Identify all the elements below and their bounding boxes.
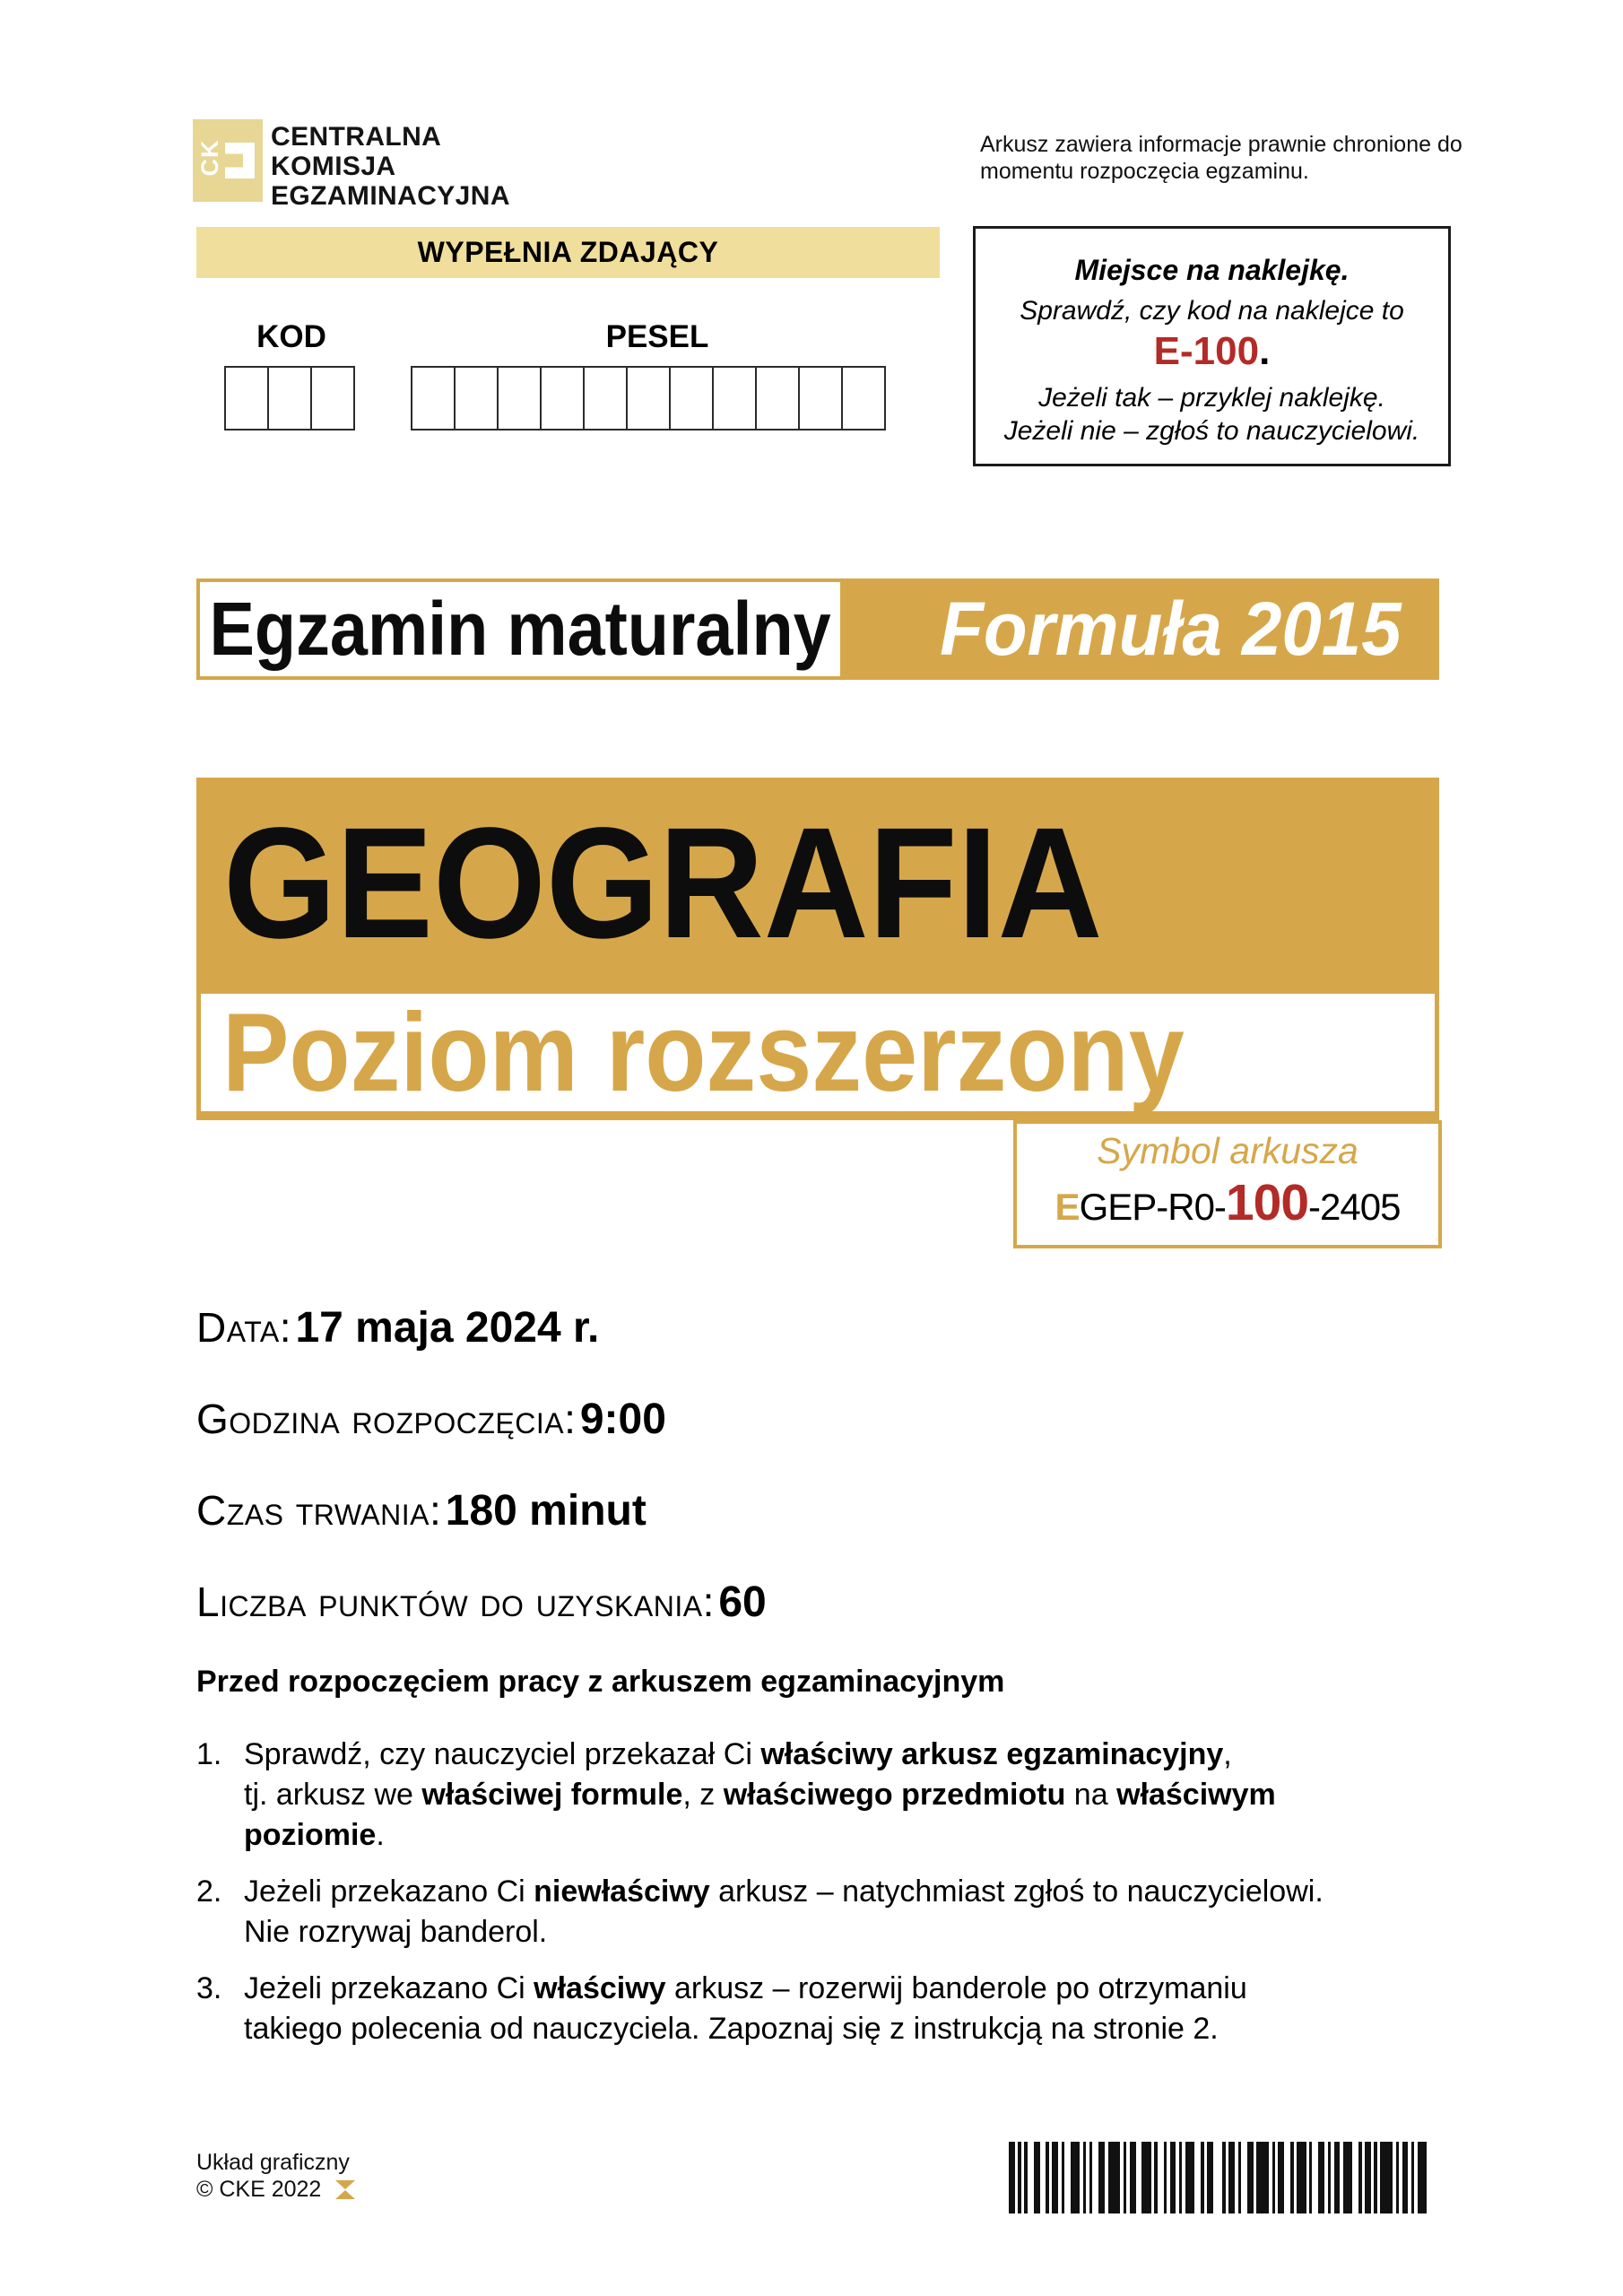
exam-band — [196, 578, 1439, 680]
kod-boxes — [224, 366, 355, 430]
list-item-number: 1. — [196, 1737, 222, 1771]
sheet-symbol-box — [1013, 1120, 1442, 1248]
pesel-cell[interactable] — [497, 366, 542, 430]
kod-label: KOD — [256, 319, 326, 354]
pesel-cell[interactable] — [454, 366, 499, 430]
list-item — [196, 1872, 1452, 1952]
pesel-cell[interactable] — [798, 366, 843, 430]
detail-value: 9:00 — [579, 1396, 666, 1443]
detail-value: 180 minut — [445, 1487, 647, 1535]
pesel-cell[interactable] — [755, 366, 800, 430]
symbol-code-highlight: 100 — [1225, 1174, 1309, 1231]
list-item-number: 3. — [196, 1971, 222, 2005]
detail-row — [196, 1394, 767, 1455]
detail-value: 60 — [718, 1578, 767, 1626]
publisher-name-line: CENTRALNA — [271, 122, 442, 152]
list-item-text: Sprawdź, czy nauczyciel przekazał Ci właściwy arkusz egzaminacyjny, tj. arkusz we właściwej formule, z właściwego przedmiotu na właściwym poziomie. — [244, 1737, 1276, 1852]
sticker-title: Miejsce na naklejkę. — [1074, 254, 1350, 286]
detail-label: Czas trwania: — [196, 1487, 442, 1534]
pesel-label: PESEL — [605, 319, 709, 354]
sticker-code-line — [1154, 329, 1271, 374]
detail-value: 17 maja 2024 r. — [295, 1304, 600, 1352]
list-item — [196, 1735, 1452, 1856]
list-item-text: Jeżeli przekazano Ci właściwy arkusz – rozerwij banderole po otrzymaniu takiego polecenia od nauczyciela. Zapoznaj się z instrukcją na stronie 2. — [244, 1971, 1247, 2046]
list-item — [196, 1969, 1452, 2049]
pesel-cell[interactable] — [583, 366, 628, 430]
detail-row — [196, 1485, 767, 1546]
instructions-list — [196, 1735, 1452, 2066]
detail-label: Data: — [196, 1304, 291, 1351]
sticker-box — [973, 226, 1451, 466]
list-item-number: 2. — [196, 1874, 222, 1909]
sheet-symbol-code — [1017, 1173, 1438, 1232]
subject-title: GEOGRAFIA — [223, 796, 1103, 971]
cke-logo — [193, 119, 263, 202]
detail-label: Liczba punktów do uzyskania: — [196, 1578, 715, 1625]
pesel-cell[interactable] — [712, 366, 757, 430]
cke-hourglass-icon — [335, 2180, 355, 2199]
detail-label: Godzina rozpoczęcia: — [196, 1396, 577, 1442]
fill-banner: WYPEŁNIA ZDAJĄCY — [196, 227, 940, 278]
symbol-suffix: -2405 — [1308, 1186, 1401, 1228]
detail-row — [196, 1577, 767, 1638]
legal-notice: Arkusz zawiera informacje prawnie chronione do momentu rozpoczęcia egzaminu. — [980, 132, 1462, 184]
footer-credit-line1: Układ graficzny — [196, 2150, 350, 2175]
instructions-heading: Przed rozpoczęciem pracy z arkuszem egzaminacyjnym — [196, 1665, 1005, 1699]
pesel-cell[interactable] — [841, 366, 886, 430]
cke-logo-e-icon — [225, 129, 255, 192]
sticker-yes-line: Jeżeli tak – przyklej naklejkę. — [1038, 383, 1385, 413]
level-title: Poziom rozszerzony — [222, 990, 1185, 1115]
publisher-name — [271, 122, 510, 211]
subject-banner — [196, 778, 1439, 989]
publisher-name-line: KOMISJA — [271, 152, 396, 181]
pesel-boxes — [411, 366, 886, 430]
exam-details — [196, 1302, 767, 1668]
exam-type-box — [196, 578, 844, 680]
footer-credit — [196, 2149, 355, 2203]
detail-row — [196, 1302, 767, 1363]
exam-type-title: Egzamin maturalny — [209, 587, 831, 671]
sticker-no-line: Jeżeli nie – zgłoś to nauczycielowi. — [1003, 416, 1420, 446]
pesel-cell[interactable] — [540, 366, 585, 430]
kod-cell[interactable] — [310, 366, 355, 430]
sticker-check-line: Sprawdź, czy kod na naklejce to — [1020, 296, 1404, 326]
kod-cell[interactable] — [224, 366, 269, 430]
pesel-cell[interactable] — [411, 366, 456, 430]
footer-credit-line2: © CKE 2022 — [196, 2177, 322, 2202]
cke-logo-letters: CK — [196, 139, 223, 177]
pesel-cell[interactable] — [626, 366, 671, 430]
barcode — [1009, 2142, 1430, 2213]
sheet-symbol-label: Symbol arkusza — [1097, 1130, 1358, 1171]
symbol-prefix-highlight: E — [1055, 1186, 1080, 1228]
level-banner — [196, 989, 1439, 1120]
publisher-name-line: EGZAMINACYJNA — [271, 181, 510, 211]
sticker-code-dot: . — [1259, 329, 1271, 373]
formula-box — [844, 578, 1439, 680]
kod-cell[interactable] — [267, 366, 312, 430]
symbol-prefix: GEP-R0- — [1079, 1186, 1226, 1228]
pesel-cell[interactable] — [669, 366, 714, 430]
formula-label: Formuła 2015 — [940, 587, 1402, 671]
sticker-code: E-100 — [1153, 329, 1260, 373]
list-item-text: Jeżeli przekazano Ci niewłaściwy arkusz – natychmiast zgłoś to nauczycielowi. Nie rozrywaj banderol. — [244, 1874, 1324, 1949]
